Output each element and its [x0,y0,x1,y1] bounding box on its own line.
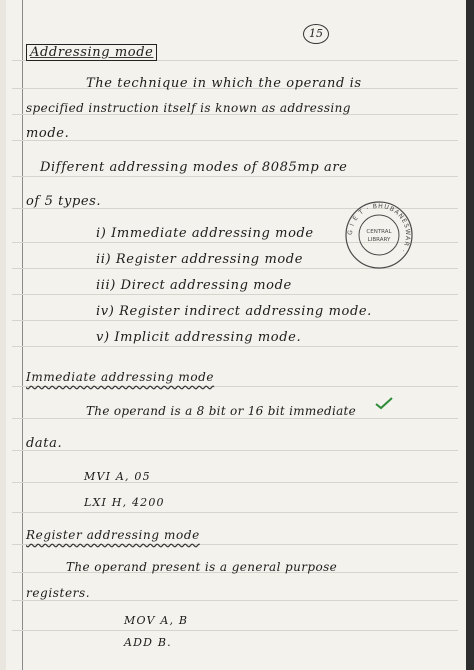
ruled-line [12,544,458,545]
ruled-line [12,140,458,141]
immediate-example-1: MVI A, 05 [84,470,151,483]
ruled-line [12,176,458,177]
page-title: Addressing mode [26,44,157,61]
mode-list-item: iii) Direct addressing mode [96,278,292,293]
ruled-line [12,294,458,295]
page-number: 15 [303,24,329,44]
ruled-line [12,512,458,513]
stamp-inner-bottom: LIBRARY [367,237,391,243]
register-line-1: The operand present is a general purpose [66,560,338,574]
register-heading: Register addressing mode [26,528,200,542]
immediate-heading: Immediate addressing mode [26,370,215,384]
ruled-line [12,320,458,321]
stamp-inner-top: CENTRAL [366,229,392,235]
ruled-line [12,386,458,387]
ruled-line [12,450,458,451]
ruled-line [12,630,458,631]
green-tick-mark [374,396,394,410]
mode-list-item: ii) Register addressing mode [96,252,304,267]
ruled-line [12,418,458,419]
stamp-outer-text: G I E T · BHUBANESWAR · [346,202,412,255]
immediate-line-2: data. [26,436,63,451]
mode-list-item: v) Implicit addressing mode. [96,330,302,345]
ruled-line [12,482,458,483]
register-example-1: MOV A, B [124,614,189,627]
immediate-line-1: The operand is a 8 bit or 16 bit immediate [86,404,357,418]
definition-line-2: specified instruction itself is known as addressing [26,101,351,115]
margin-line [22,0,23,670]
register-line-2: registers. [26,586,91,600]
mode-list-item: i) Immediate addressing mode [96,226,314,241]
types-intro-line-1: Different addressing modes of 8085mp are [40,160,348,175]
immediate-example-2: LXI H, 4200 [84,496,165,509]
ruled-line [12,346,458,347]
definition-line-1: The technique in which the operand is [86,76,362,91]
library-stamp [344,200,414,270]
register-example-2: ADD B. [124,636,172,649]
types-intro-line-2: of 5 types. [26,194,102,209]
mode-list-item: iv) Register indirect addressing mode. [96,304,372,319]
definition-line-3: mode. [26,126,70,141]
ruled-line [12,600,458,601]
